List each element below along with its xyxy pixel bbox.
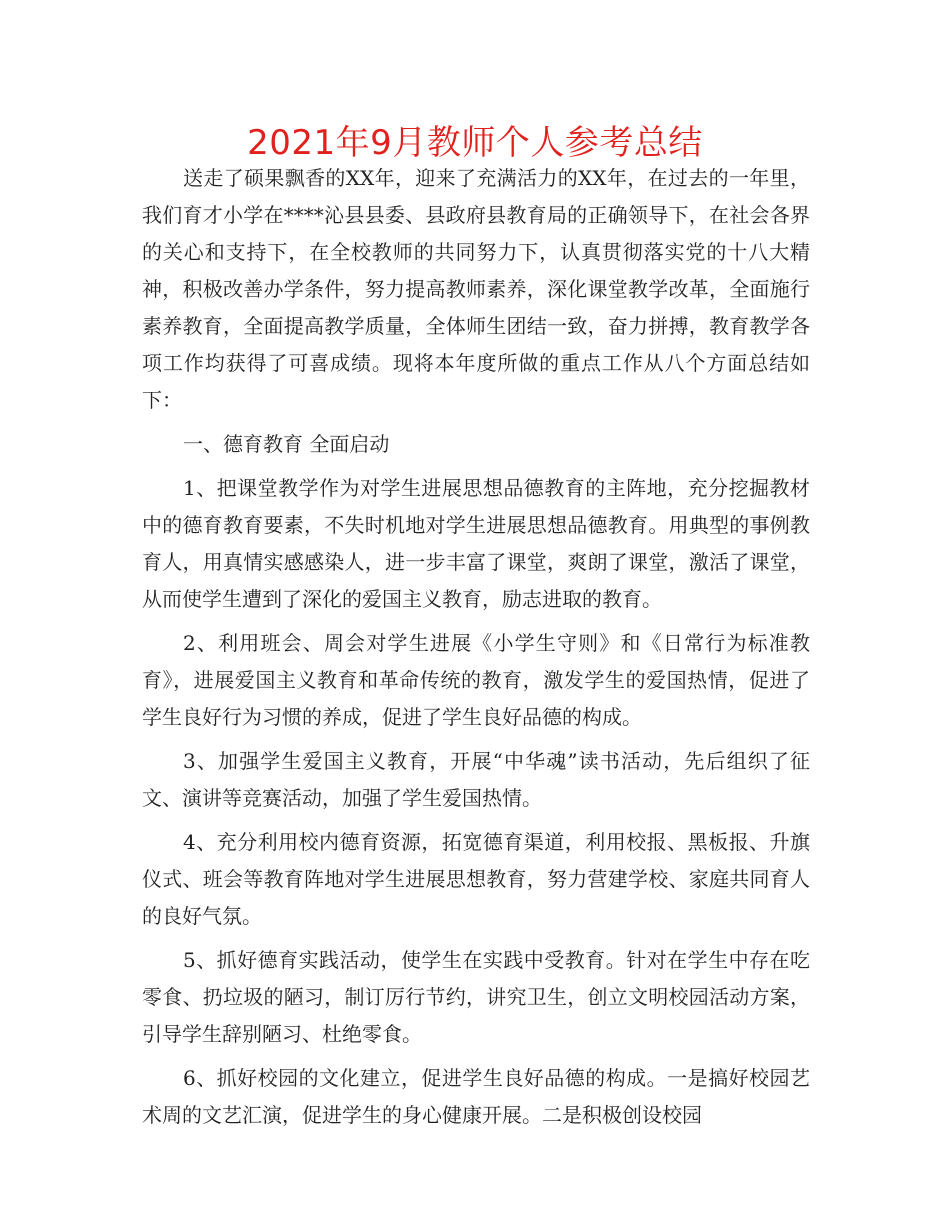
paragraph-item-1: 1、把课堂教学作为对学生进展思想品德教育的主阵地，充分挖掘教材中的德育教育要素，不失时机地对学生进展思想品德教育。用典型的事例教育人，用真情实感感染人，进一步丰富了课堂，爽朗了课堂，激活了课堂，从而使学生遭到了深化的爱国主义教育，励志进取的教育。 (142, 476, 810, 611)
paragraph-item-5: 5、抓好德育实践活动，使学生在实践中受教育。针对在学生中存在吃零食、扔垃圾的陋习，制订厉行节约，讲究卫生，创立文明校园活动方案，引导学生辞别陋习、杜绝零食。 (142, 948, 810, 1046)
paragraph-intro: 送走了硕果飘香的XX年，迎来了充满活力的XX年，在过去的一年里，我们育才小学在****沁县县委、县政府县教育局的正确领导下，在社会各界的关心和支持下，在全校教师的共同努力下，认真贯彻落实党的十八大精神，积极改善办学条件，努力提高教师素养，深化课堂教学改革，全面施行素养教育，全面提高教学质量，全体师生团结一致，奋力拼搏，教育教学各项工作均获得了可喜成绩。现将本年度所做的重点工作从八个方面总结如下： (142, 166, 810, 412)
paragraph-item-6: 6、抓好校园的文化建立，促进学生良好品德的构成。一是搞好校园艺术周的文艺汇演，促进学生的身心健康开展。二是积极创设校园 (142, 1066, 810, 1127)
document-body (142, 160, 810, 1134)
paragraph-item-2: 2、利用班会、周会对学生进展《小学生守则》和《日常行为标准教育》，进展爱国主义教育和革命传统的教育，激发学生的爱国热情，促进了学生良好行为习惯的养成，促进了学生良好品德的构成。 (142, 631, 810, 729)
paragraph-item-3: 3、加强学生爱国主义教育，开展“中华魂”读书活动，先后组织了征文、演讲等竞赛活动，加强了学生爱国热情。 (142, 749, 810, 810)
paragraph-item-4: 4、充分利用校内德育资源，拓宽德育渠道，利用校报、黑板报、升旗仪式、班会等教育阵地对学生进展思想教育，努力营建学校、家庭共同育人的良好气氛。 (142, 830, 810, 928)
section-heading-moral-education: 一、德育教育 全面启动 (183, 432, 390, 456)
document-title: 2021年9月教师个人参考总结 (247, 123, 703, 163)
